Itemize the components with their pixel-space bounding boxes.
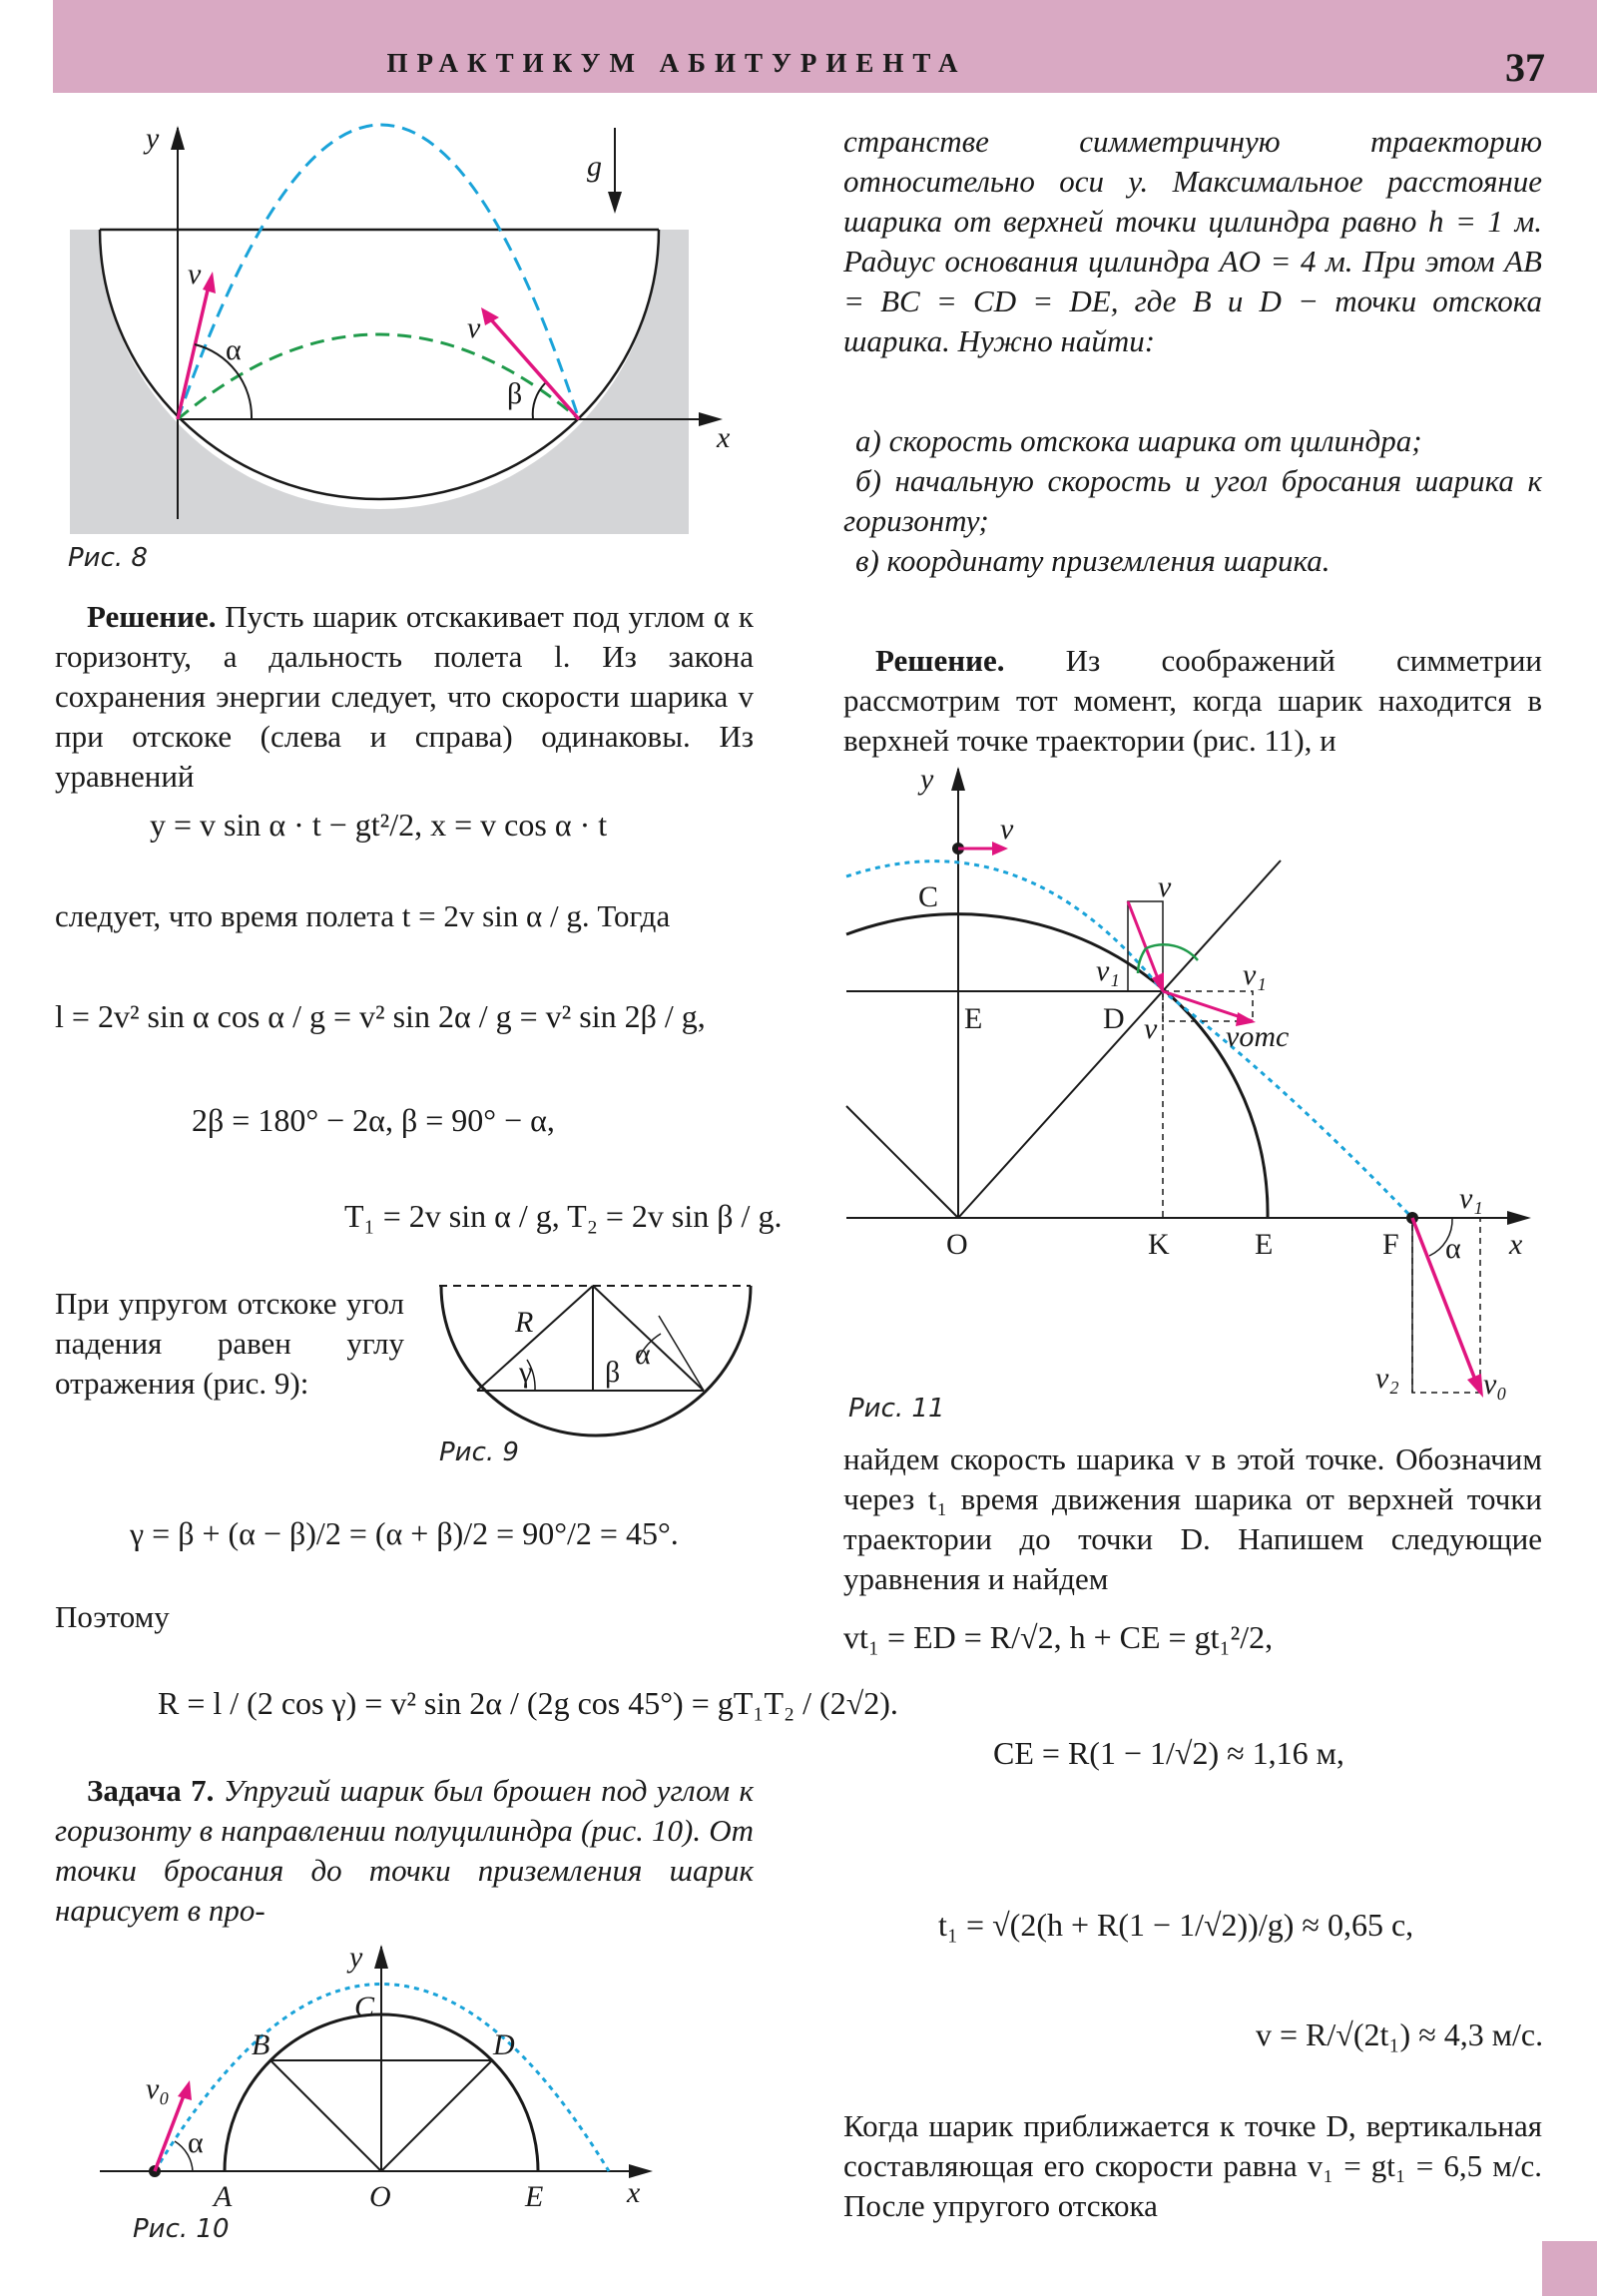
fig11-y: y bbox=[920, 763, 934, 796]
fig9-gamma: γ bbox=[519, 1356, 533, 1389]
fig8-x-label: x bbox=[717, 421, 731, 454]
fig11-v0: v₀ bbox=[1483, 1368, 1507, 1401]
fig10-B: B bbox=[252, 2028, 270, 2061]
task-continuation: странстве симметричную траекторию относительно оси y. Максимальное расстояние шарика от верхней точки цилиндра равно h = 1 м. Радиус основания цилиндра AO = 4 м. При этом AB = BC = CD = DE, где B и D − точки отскока шарика. Нужно найти: bbox=[843, 124, 1542, 358]
fig8-caption: Рис. 8 bbox=[68, 543, 148, 573]
equation-CE: CE = R(1 − 1/√2) ≈ 1,16 м, bbox=[993, 1735, 1344, 1771]
fig10-x: x bbox=[627, 2176, 641, 2209]
fig10-alpha: α bbox=[188, 2126, 204, 2159]
fig8-y-label: y bbox=[146, 122, 160, 155]
fig11-v-top: v bbox=[1000, 813, 1014, 846]
continuation-paragraph: найдем скорость шарика v в этой точке. Обозначим через t₁ время движения шарика от верхней точки траектории до точки D. Напишем следующие уравнения и найдем bbox=[843, 1441, 1542, 1596]
equation-radius: R = l / (2 cos γ) = v² sin 2α / (2g cos 45°) = gT₁T₂ / (2√2). bbox=[158, 1685, 898, 1721]
equation-v: v = R/√(2t₁) ≈ 4,3 м/с. bbox=[1256, 2016, 1544, 2052]
fig11-v1-F: v₁ bbox=[1459, 1182, 1483, 1215]
fig10-caption: Рис. 10 bbox=[133, 2214, 230, 2244]
fig11-v1-left: v₁ bbox=[1096, 954, 1120, 987]
fig10-O: O bbox=[369, 2180, 391, 2213]
task-text: Упругий шарик был брошен под углом к горизонту в направлении полуцилиндра (рис. 10). От точки бросания до точки приземления шарик нарисует в про- bbox=[55, 1773, 755, 1928]
fig10-C: C bbox=[354, 1991, 375, 2023]
flight-time-text: следует, что время полета t = 2v sin α / g. Тогда bbox=[55, 898, 671, 933]
fig11-alpha: α bbox=[1445, 1232, 1461, 1265]
fig10-E: E bbox=[525, 2180, 544, 2213]
fig10-D: D bbox=[493, 2028, 515, 2061]
fig9-beta: β bbox=[605, 1356, 621, 1389]
fig8-g-label: g bbox=[587, 150, 602, 183]
running-title: ПРАКТИКУМ АБИТУРИЕНТА bbox=[386, 48, 967, 78]
fig11-x: x bbox=[1509, 1228, 1523, 1261]
fig11-caption: Рис. 11 bbox=[848, 1394, 945, 1424]
fig11-F: F bbox=[1382, 1228, 1399, 1261]
therefore-text: Поэтому bbox=[55, 1599, 170, 1634]
equation-gamma: γ = β + (α − β)/2 = (α + β)/2 = 90°/2 = 45°. bbox=[130, 1515, 679, 1551]
equation-angles: 2β = 180° − 2α, β = 90° − α, bbox=[192, 1102, 555, 1138]
fig9-alpha: α bbox=[635, 1338, 651, 1371]
item-b: б) начальную скорость и угол бросания шарика к горизонту; bbox=[843, 463, 1542, 538]
task-lead: Задача 7. bbox=[87, 1773, 215, 1808]
equation-ED: vt₁ = ED = R/√2, h + CE = gt₁²/2, bbox=[843, 1619, 1274, 1655]
fig11-v1-right: v₁ bbox=[1243, 958, 1267, 991]
fig10-y: y bbox=[349, 1941, 363, 1974]
elastic-text: При упругом отскоке угол падения равен углу отражения (рис. 9): bbox=[55, 1286, 404, 1401]
fig11-v-lower: v bbox=[1144, 1012, 1158, 1045]
fig11-K: K bbox=[1148, 1228, 1170, 1261]
fig8-v-left: v bbox=[188, 258, 202, 290]
solution-2-lead: Решение. bbox=[875, 643, 1005, 678]
fig11-v2: v₂ bbox=[1375, 1362, 1399, 1395]
page-number: 37 bbox=[1505, 45, 1545, 90]
fig8-beta: β bbox=[507, 377, 523, 410]
equation-t1: t₁ = √(2(h + R(1 − 1/√2))/g) ≈ 0,65 с, bbox=[938, 1907, 1414, 1943]
solution-2-text: Из соображений симметрии рассмотрим тот момент, когда шарик находится в верхней точке траектории (рис. 11), и bbox=[843, 643, 1542, 758]
fig11-v: v bbox=[1158, 870, 1172, 903]
fig11-D: D bbox=[1103, 1002, 1125, 1035]
fig11-v-ots: vотс bbox=[1226, 1020, 1290, 1053]
fig9-R: R bbox=[515, 1306, 534, 1339]
solution-lead: Решение. bbox=[87, 599, 217, 634]
solution-text: Пусть шарик отскакивает под углом α к горизонту, а дальность полета l. Из закона сохранения энергии следует, что скорости шарика v при отскоке (слева и справа) одинаковы. Из уравнений bbox=[55, 599, 754, 794]
fig10-A: A bbox=[214, 2180, 233, 2213]
fig8-alpha: α bbox=[226, 333, 242, 366]
fig10-v0: v₀ bbox=[146, 2072, 170, 2105]
equation-motion: y = v sin α · t − gt²/2, x = v cos α · t bbox=[150, 807, 608, 843]
fig11-O: O bbox=[946, 1228, 968, 1261]
fig11-E: E bbox=[1255, 1228, 1274, 1261]
item-c: в) координату приземления шарика. bbox=[855, 543, 1331, 578]
fig8-v-right: v bbox=[467, 311, 481, 344]
fig9-caption: Рис. 9 bbox=[439, 1437, 519, 1467]
fig11-E-upper: E bbox=[964, 1002, 983, 1035]
fig11-C: C bbox=[918, 880, 939, 913]
equation-times: T₁ = 2v sin α / g, T₂ = 2v sin β / g. bbox=[344, 1198, 783, 1234]
item-a: а) скорость отскока шарика от цилиндра; bbox=[855, 423, 1422, 458]
final-paragraph: Когда шарик приближается к точке D, вертикальная составляющая его скорости равна v₁ = gt₁ = 6,5 м/с. После упругого отскока bbox=[843, 2108, 1542, 2223]
equation-range: l = 2v² sin α cos α / g = v² sin 2α / g = v² sin 2β / g, bbox=[55, 998, 706, 1034]
